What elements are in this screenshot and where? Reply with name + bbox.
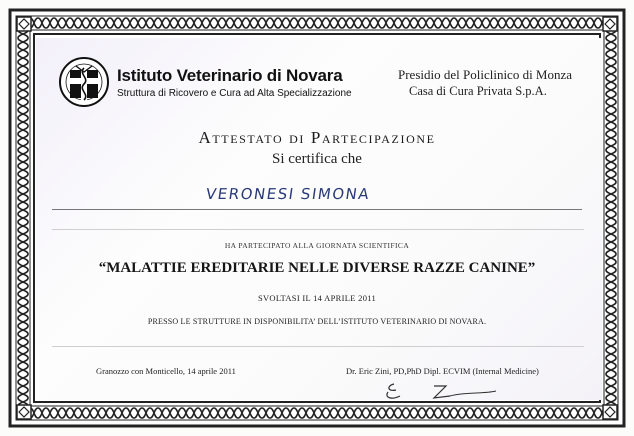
name-underline (52, 209, 582, 210)
institute-name: Istituto Veterinario di Novara (117, 66, 343, 85)
presidio-line-2: Casa di Cura Privata S.p.A. (409, 84, 547, 98)
place-and-date: Granozzo con Monticello, 14 aprile 2011 (96, 366, 236, 376)
institute-subtitle: Struttura di Ricovero e Cura ad Alta Specializzazione (117, 88, 352, 99)
recipient-name: VERONESI SIMONA (204, 185, 372, 203)
event-location: PRESSO LE STRUTTURE IN DISPONIBILITA’ DELL’ISTITUTO VETERINARIO DI NOVARA. (147, 317, 487, 326)
signatory-name: Dr. Eric Zini, PD,PhD Dipl. ECVIM (Internal Medicine) (346, 366, 539, 376)
separator-top (52, 229, 584, 230)
presidio-line-1: Presidio del Policlinico di Monza (398, 67, 573, 82)
institute-logo-icon (56, 52, 112, 122)
separator-bottom (52, 346, 584, 347)
event-date: SVOLTASI IL 14 APRILE 2011 (257, 293, 377, 303)
certificate-title: Attestato di Partecipazione (198, 128, 436, 147)
certificate-subtitle: Si certifica che (272, 151, 362, 167)
signature (384, 378, 504, 404)
event-title: “MALATTIE EREDITARIE NELLE DIVERSE RAZZE CANINE” (98, 260, 536, 276)
participated-label: HA PARTECIPATO ALLA GIORNATA SCIENTIFICA (224, 241, 410, 250)
